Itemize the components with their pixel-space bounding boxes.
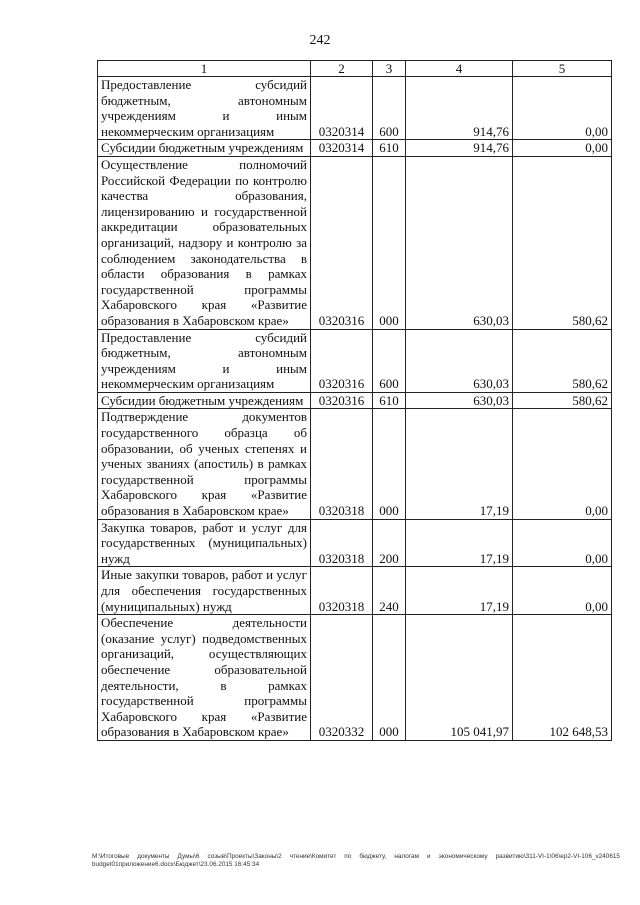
row-name: Иные закупки товаров, работ и услуг для обеспечения государственных (муниципальных) нужд	[98, 567, 311, 615]
row-value-2: 580,62	[513, 392, 612, 409]
row-value-2: 580,62	[513, 329, 612, 392]
row-code: 0320318	[311, 567, 373, 615]
row-type: 610	[373, 140, 406, 157]
row-code: 0320314	[311, 77, 373, 140]
row-value-1: 630,03	[406, 392, 513, 409]
row-value-1: 17,19	[406, 567, 513, 615]
header-col-2: 2	[311, 61, 373, 77]
table-header-row	[98, 61, 612, 77]
table-row	[98, 329, 612, 392]
row-value-2: 102 648,53	[513, 615, 612, 741]
row-code: 0320314	[311, 140, 373, 157]
header-col-1: 1	[98, 61, 311, 77]
row-code: 0320318	[311, 409, 373, 519]
budget-table	[97, 60, 612, 741]
row-name: Подтверждение документов государственного образца об образовании, об ученых степенях и ученых званиях (апостиль) в рамках государственной программы Хабаровского края «Развитие образования в Хабаровском крае»	[98, 409, 311, 519]
footer-file-path: M:\Итоговые документы Думы\6 созыв\Проекты\Законы\2 чтение\Комитет по бюджету, налогам и экономическому развитию\311-VI-1\06\ep2-VI-106_v240615 budget01приложение6.docx\Бюджет\23.06.2015 16:45:34	[92, 853, 620, 868]
header-col-5: 5	[513, 61, 612, 77]
row-value-2: 0,00	[513, 140, 612, 157]
row-code: 0320316	[311, 392, 373, 409]
row-type: 000	[373, 156, 406, 329]
row-value-2: 580,62	[513, 156, 612, 329]
row-type: 600	[373, 329, 406, 392]
row-value-2: 0,00	[513, 77, 612, 140]
row-value-1: 630,03	[406, 329, 513, 392]
row-type: 240	[373, 567, 406, 615]
row-value-2: 0,00	[513, 519, 612, 567]
row-name: Субсидии бюджетным учреждениям	[98, 140, 311, 157]
row-name: Предоставление субсидий бюджетным, автономным учреждениям и иным некоммерческим организациям	[98, 329, 311, 392]
table-row	[98, 140, 612, 157]
row-name: Обеспечение деятельности (оказание услуг) подведомственных организаций, осуществляющих обеспечение образовательной деятельности, в рамках государственной программы Хабаровского края «Развитие образования в Хабаровском крае»	[98, 615, 311, 741]
header-col-3: 3	[373, 61, 406, 77]
table-row	[98, 156, 612, 329]
table-row	[98, 409, 612, 519]
row-value-1: 105 041,97	[406, 615, 513, 741]
row-type: 000	[373, 615, 406, 741]
table-row	[98, 615, 612, 741]
page-number: 242	[309, 33, 331, 48]
row-type: 200	[373, 519, 406, 567]
row-value-1: 17,19	[406, 519, 513, 567]
row-code: 0320318	[311, 519, 373, 567]
row-value-1: 914,76	[406, 77, 513, 140]
header-col-4: 4	[406, 61, 513, 77]
row-code: 0320332	[311, 615, 373, 741]
table-row	[98, 77, 612, 140]
row-name: Осуществление полномочий Российской Федерации по контролю качества образования, лицензированию и государственной аккредитации образовательных организаций, надзору и контролю за соблюдением законодательства в области образования в рамках государственной программы Хабаровского края «Развитие образования в Хабаровском крае»	[98, 156, 311, 329]
row-value-1: 17,19	[406, 409, 513, 519]
row-name: Закупка товаров, работ и услуг для государственных (муниципальных) нужд	[98, 519, 311, 567]
row-value-2: 0,00	[513, 567, 612, 615]
row-type: 600	[373, 77, 406, 140]
row-name: Предоставление субсидий бюджетным, автономным учреждениям и иным некоммерческим организациям	[98, 77, 311, 140]
row-value-1: 630,03	[406, 156, 513, 329]
table-row	[98, 519, 612, 567]
row-value-2: 0,00	[513, 409, 612, 519]
row-type: 610	[373, 392, 406, 409]
row-type: 000	[373, 409, 406, 519]
table-row	[98, 567, 612, 615]
row-code: 0320316	[311, 329, 373, 392]
row-name: Субсидии бюджетным учреждениям	[98, 392, 311, 409]
row-value-1: 914,76	[406, 140, 513, 157]
table-row	[98, 392, 612, 409]
row-code: 0320316	[311, 156, 373, 329]
